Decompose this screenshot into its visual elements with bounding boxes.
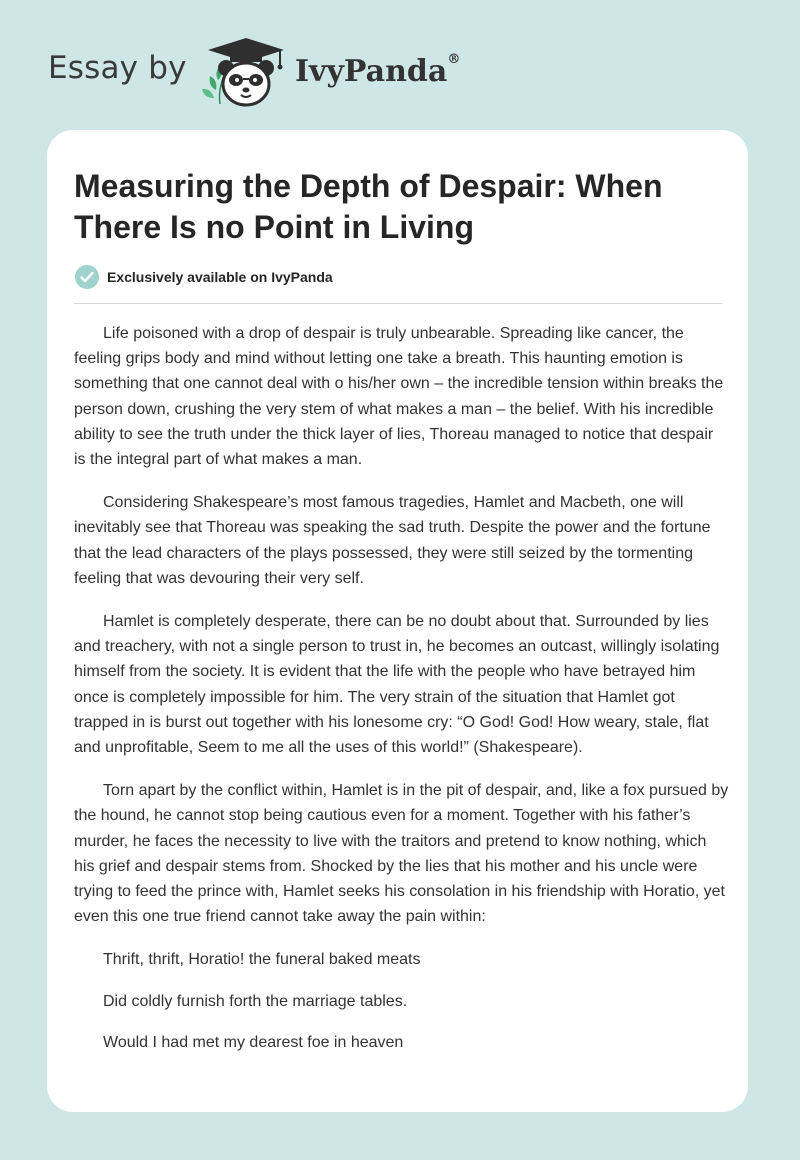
paragraph: Hamlet is completely desperate, there can be no doubt about that. Surrounded by lies and treachery, with not a single person to trust in, he becomes an outcast, willingly isolating himself from the society. It is evident that the life with the people who have betrayed him once is completely impossible for him. The very strain of the situation that Hamlet got trapped in is burst out together with his lonesome cry: “O God! God! How weary, stale, flat and unprofitable, Seem to me all the uses of this world!” (Shakespeare). xyxy=(74,613,720,757)
check-icon xyxy=(75,265,99,289)
quote-line: Would I had met my dearest foe in heaven xyxy=(103,1033,404,1051)
paragraph: Considering Shakespeare’s most famous tragedies, Hamlet and Macbeth, one will inevitably see that Thoreau was speaking the sad truth. Despite the power and the fortune that the lead characters of the plays possessed, they were still seized by the tormenting feeling that was devouring their very self. xyxy=(74,494,711,587)
brand-name: IvyPanda xyxy=(295,54,448,89)
article-body xyxy=(74,321,729,1071)
page-title: Measuring the Depth of Despair: When There Is no Point in Living xyxy=(74,168,663,245)
panda-graduate-icon[interactable] xyxy=(198,34,294,110)
registered-mark: ® xyxy=(447,52,461,67)
quote-line: Did coldly furnish forth the marriage tables. xyxy=(103,992,408,1010)
quote-line: Thrift, thrift, Horatio! the funeral baked meats xyxy=(103,951,421,969)
paragraph: Torn apart by the conflict within, Hamlet is in the pit of despair, and, like a fox pursued by the hound, he cannot stop being cautious even for a moment. Together with his father’s murder, he faces the necessity to live with the traitors and pretend to know nothing, which his grief and despair stems from. Shocked by the lies that his mother and his uncle were trying to feed the prince with, Hamlet seeks his consolation in his friendship with Horatio, yet even this one true friend cannot take away the pain within: xyxy=(74,782,729,926)
essay-by-label: Essay by xyxy=(48,50,187,86)
paragraph: Life poisoned with a drop of despair is truly unbearable. Spreading like cancer, the feeling grips body and mind without letting one take a breath. This haunting emotion is something that one cannot deal with o his/her own – the incredible tension within breaks the person down, crushing the very stem of what makes a man – the belief. With his incredible ability to see the truth under the thick layer of lies, Thoreau managed to notice that despair is the integral part of what makes a man. xyxy=(74,325,724,469)
exclusive-label: Exclusively available on IvyPanda xyxy=(107,269,333,285)
article-card xyxy=(47,130,748,1112)
brand-logo[interactable] xyxy=(295,54,460,89)
divider xyxy=(74,303,722,304)
site-header xyxy=(0,0,800,130)
exclusive-badge xyxy=(75,264,333,290)
